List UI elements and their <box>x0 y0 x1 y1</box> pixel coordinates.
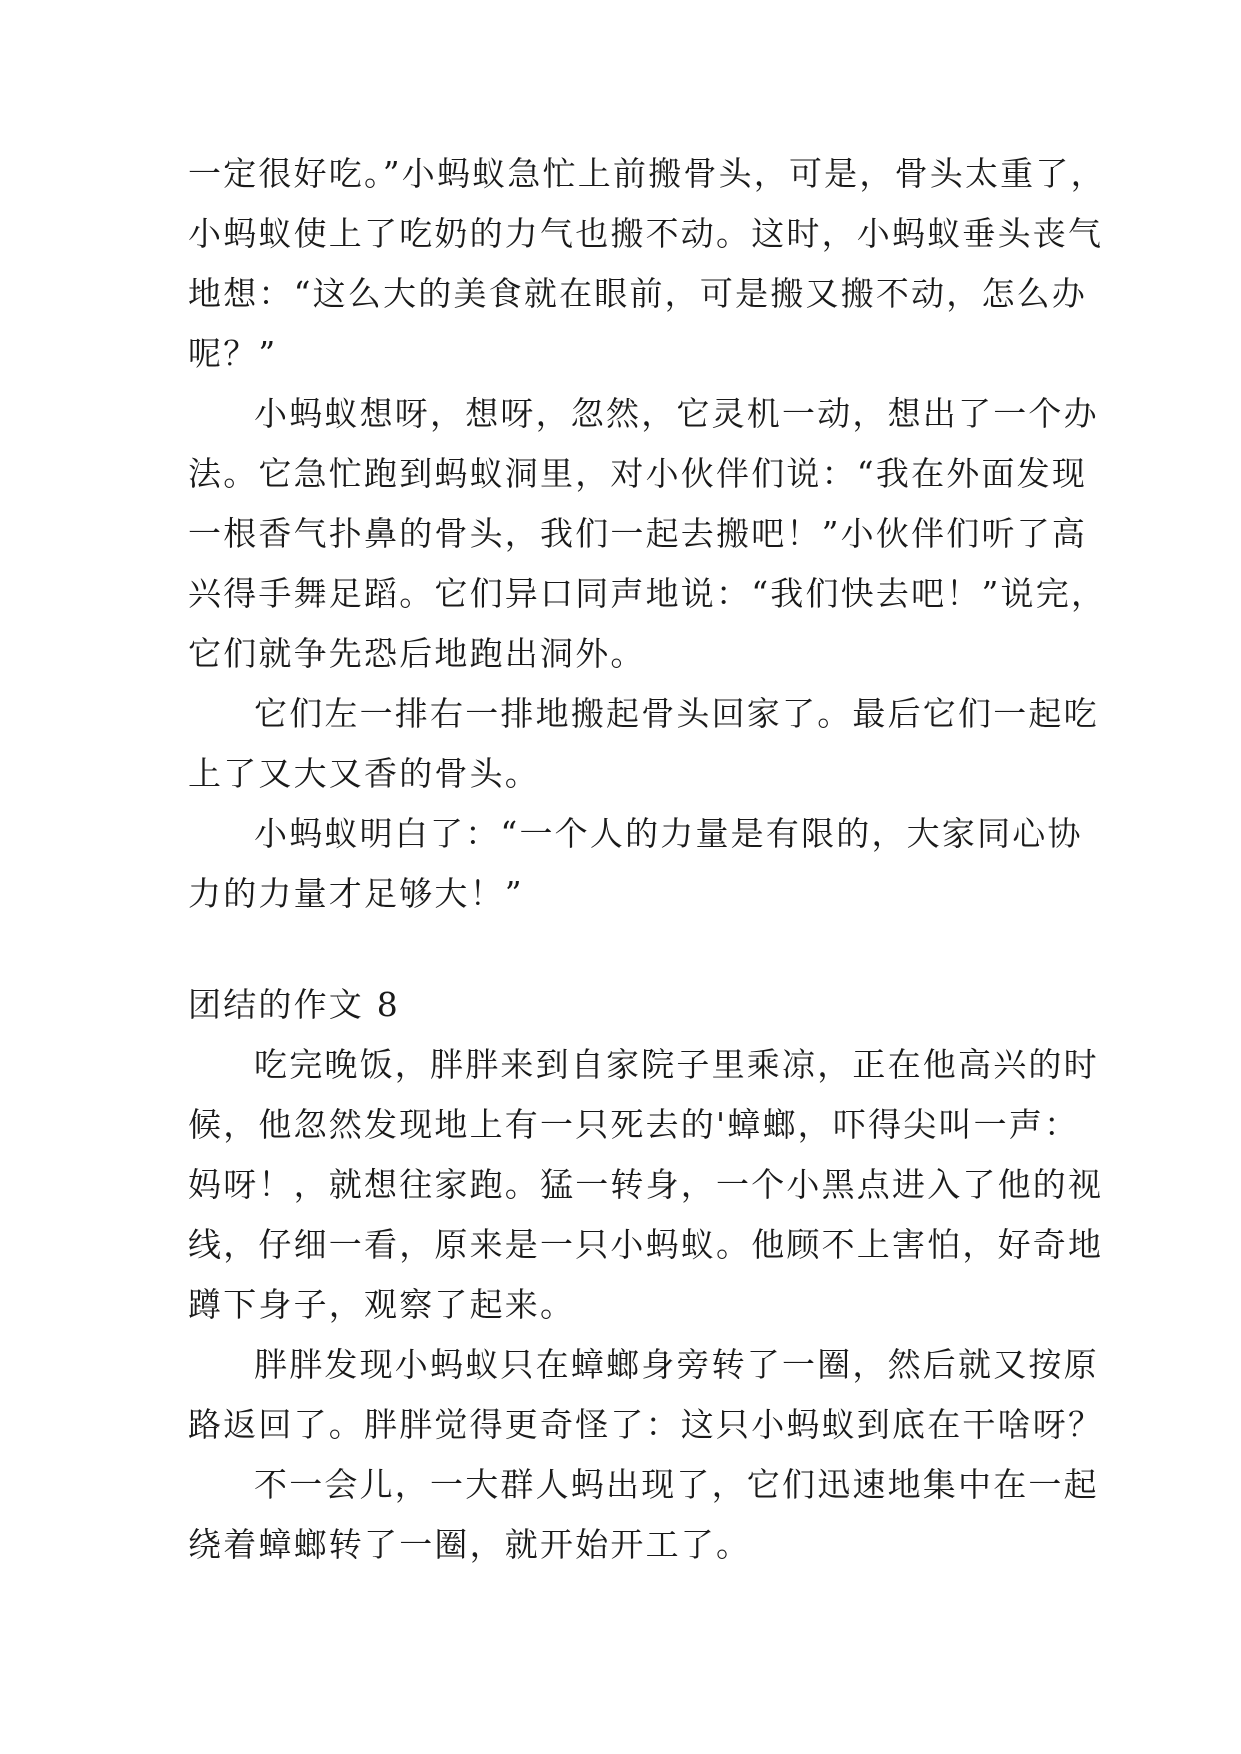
text-line: 妈呀！，就想往家跑。猛一转身，一个小黑点进入了他的视 <box>188 1165 1104 1204</box>
paragraph-first-line: 胖胖发现小蚂蚁只在蟑螂身旁转了一圈，然后就又按原 <box>254 1345 1099 1384</box>
text-line: 路返回了。胖胖觉得更奇怪了：这只小蚂蚁到底在干啥呀？ <box>188 1405 1104 1444</box>
text-line: 地想：“这么大的美食就在眼前，可是搬又搬不动，怎么办 <box>188 274 1088 313</box>
text-line: 小蚂蚁使上了吃奶的力气也搬不动。这时，小蚂蚁垂头丧气 <box>188 214 1104 253</box>
paragraph-first-line: 不一会儿，一大群人蚂出现了，它们迅速地集中在一起 <box>254 1465 1099 1504</box>
text-line: 候，他忽然发现地上有一只死去的'蟑螂，吓得尖叫一声： <box>188 1105 1080 1144</box>
paragraph-first-line: 小蚂蚁想呀，想呀，忽然，它灵机一动，想出了一个办 <box>254 394 1099 433</box>
paragraph-first-line: 小蚂蚁明白了：“一个人的力量是有限的，大家同心协 <box>254 814 1083 853</box>
text-line: 上了又大又香的骨头。 <box>188 754 540 793</box>
paragraph-first-line: 吃完晚饭，胖胖来到自家院子里乘凉，正在他高兴的时 <box>254 1045 1099 1084</box>
text-line: 线，仔细一看，原来是一只小蚂蚁。他顾不上害怕，好奇地 <box>188 1225 1104 1264</box>
text-line: 兴得手舞足蹈。它们异口同声地说：“我们快去吧！”说完， <box>188 574 1107 613</box>
text-line: 它们就争先恐后地跑出洞外。 <box>188 634 646 673</box>
text-line: 呢？” <box>188 334 278 373</box>
section-heading: 团结的作文 8 <box>188 985 400 1024</box>
text-line: 一根香气扑鼻的骨头，我们一起去搬吧！”小伙伴们听了高 <box>188 514 1088 553</box>
paragraph-first-line: 它们左一排右一排地搬起骨头回家了。最后它们一起吃 <box>254 694 1099 733</box>
text-line: 法。它急忙跑到蚂蚁洞里，对小伙伴们说：“我在外面发现 <box>188 454 1088 493</box>
text-line: 一定很好吃。”小蚂蚁急忙上前搬骨头，可是，骨头太重了， <box>188 154 1106 193</box>
text-line: 绕着蟑螂转了一圈，就开始开工了。 <box>188 1525 752 1564</box>
text-line: 力的力量才足够大！” <box>188 874 524 913</box>
text-line: 蹲下身子，观察了起来。 <box>188 1285 576 1324</box>
